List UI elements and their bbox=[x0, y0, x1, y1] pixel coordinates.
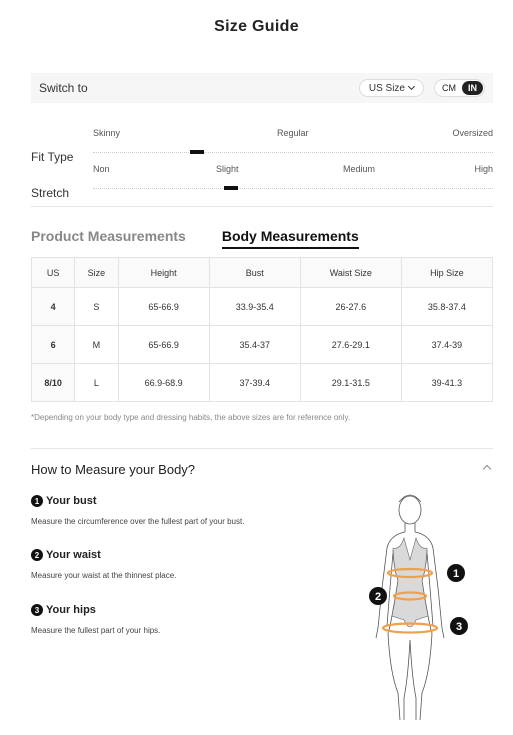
number-badge: 1 bbox=[31, 495, 43, 507]
number-badge: 3 bbox=[31, 604, 43, 616]
marker-1-label: 1 bbox=[452, 568, 460, 580]
tab-product-measurements[interactable]: Product Measurements bbox=[31, 228, 186, 244]
table-cell: 37-39.4 bbox=[209, 364, 300, 402]
chevron-down-icon bbox=[408, 83, 415, 90]
table-cell: 35.4-37 bbox=[209, 326, 300, 364]
figure-swimsuit bbox=[392, 538, 428, 627]
stretch-tick-medium: Medium bbox=[343, 164, 376, 174]
table-cell: 37.4-39 bbox=[401, 326, 492, 364]
size-table bbox=[31, 257, 493, 402]
table-cell: 66.9-68.9 bbox=[118, 364, 209, 402]
stretch-track bbox=[93, 188, 493, 189]
table-cell: 39-41.3 bbox=[401, 364, 492, 402]
figure-right-leg-inner bbox=[410, 640, 416, 720]
figure-left-leg-outer bbox=[388, 633, 400, 720]
unit-option-cm[interactable]: CM bbox=[442, 83, 456, 93]
table-cell: 8/10 bbox=[32, 364, 75, 402]
table-cell: 4 bbox=[32, 288, 75, 326]
table-row bbox=[32, 364, 493, 402]
table-cell: 6 bbox=[32, 326, 75, 364]
figure-right-leg-outer bbox=[420, 633, 432, 720]
stretch-row bbox=[31, 164, 493, 204]
disclaimer-text: *Depending on your body type and dressing habits, the above sizes are for reference only. bbox=[31, 413, 351, 422]
measure-item-waist bbox=[31, 549, 176, 580]
size-system-value: US Size bbox=[368, 82, 405, 94]
measure-item-hips bbox=[31, 604, 160, 635]
measurement-tabs bbox=[31, 228, 359, 249]
fit-type-row bbox=[31, 128, 493, 168]
fit-type-track bbox=[93, 152, 493, 153]
fit-type-label: Fit Type bbox=[31, 150, 74, 164]
table-cell: 26-27.6 bbox=[300, 288, 401, 326]
fit-tick-oversized: Oversized bbox=[452, 128, 493, 138]
unit-toggle[interactable] bbox=[434, 79, 485, 97]
marker-2-label: 2 bbox=[374, 591, 382, 603]
table-cell: 65-66.9 bbox=[118, 326, 209, 364]
tab-body-measurements[interactable]: Body Measurements bbox=[222, 228, 359, 249]
column-header-bust: Bust bbox=[209, 258, 300, 288]
measure-item-bust bbox=[31, 495, 244, 526]
switch-label: Switch to bbox=[39, 81, 88, 95]
measure-title: Your hips bbox=[46, 604, 96, 616]
figure-left-leg-inner bbox=[404, 640, 410, 720]
fit-type-marker bbox=[190, 150, 204, 154]
table-row bbox=[32, 326, 493, 364]
table-header-row bbox=[32, 258, 493, 288]
marker-3-label: 3 bbox=[455, 621, 463, 633]
table-row bbox=[32, 288, 493, 326]
stretch-tick-slight: Slight bbox=[216, 164, 239, 174]
stretch-label: Stretch bbox=[31, 186, 70, 200]
table-cell: L bbox=[75, 364, 118, 402]
table-cell: M bbox=[75, 326, 118, 364]
divider bbox=[31, 206, 493, 207]
measure-desc: Measure the fullest part of your hips. bbox=[31, 626, 161, 635]
divider bbox=[31, 448, 493, 449]
stretch-tick-high: High bbox=[474, 164, 493, 174]
stretch-tick-non: Non bbox=[93, 164, 110, 174]
stretch-scale bbox=[93, 164, 493, 204]
table-cell: S bbox=[75, 288, 118, 326]
size-system-select[interactable] bbox=[359, 79, 424, 97]
table-cell: 27.6-29.1 bbox=[300, 326, 401, 364]
chevron-up-icon[interactable] bbox=[483, 465, 491, 473]
body-figure-illustration bbox=[360, 488, 475, 728]
fit-type-scale bbox=[93, 128, 493, 168]
table-cell: 33.9-35.4 bbox=[209, 288, 300, 326]
table-cell: 29.1-31.5 bbox=[300, 364, 401, 402]
column-header-hip: Hip Size bbox=[401, 258, 492, 288]
stretch-marker bbox=[224, 186, 238, 190]
measure-title: Your waist bbox=[46, 549, 101, 561]
column-header-us: US bbox=[32, 258, 75, 288]
fit-tick-regular: Regular bbox=[277, 128, 309, 138]
page-title: Size Guide bbox=[214, 18, 299, 35]
measure-title: Your bust bbox=[46, 495, 97, 507]
figure-head bbox=[399, 496, 421, 524]
unit-option-in[interactable]: IN bbox=[462, 81, 483, 95]
table-cell: 35.8-37.4 bbox=[401, 288, 492, 326]
column-header-size: Size bbox=[75, 258, 118, 288]
measure-desc: Measure the circumference over the fullest part of your bust. bbox=[31, 517, 245, 526]
how-to-measure-title[interactable]: How to Measure your Body? bbox=[31, 462, 196, 477]
measure-desc: Measure your waist at the thinnest place. bbox=[31, 571, 177, 580]
column-header-height: Height bbox=[118, 258, 209, 288]
fit-tick-skinny: Skinny bbox=[93, 128, 121, 138]
number-badge: 2 bbox=[31, 549, 43, 561]
column-header-waist: Waist Size bbox=[300, 258, 401, 288]
unit-switch-bar bbox=[31, 73, 493, 103]
table-cell: 65-66.9 bbox=[118, 288, 209, 326]
